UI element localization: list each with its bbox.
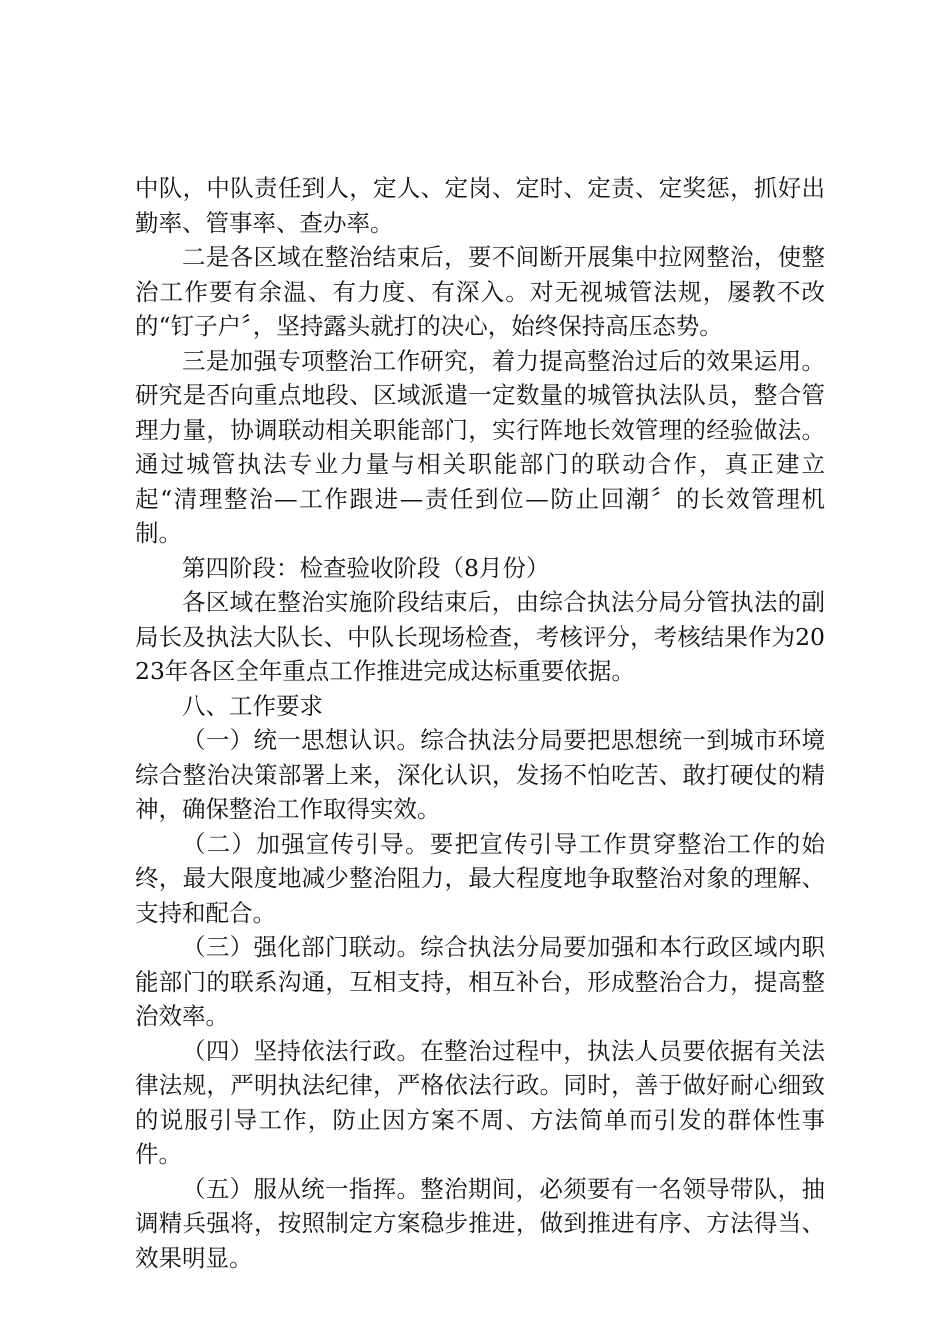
- paragraph-stage-four: 各区域在整治实施阶段结束后，由综合执法分局分管执法的副局长及执法大队长、中队长现场检查，考核评分，考核结果作为2023年各区全年重点工作推进完成达标重要依据。: [135, 588, 825, 685]
- requirement-three: （三）强化部门联动。综合执法分局要加强和本行政区域内职能部门的联系沟通，互相支持，相互补台，形成整治合力，提高整治效率。: [135, 933, 825, 1030]
- stage-four-heading: 第四阶段：检查验收阶段（8月份）: [182, 553, 550, 582]
- requirement-five: （五）服从统一指挥。整治期间，必须要有一名领导带队，抽调精兵强将，按照制定方案稳步推进，做到推进有序、方法得当、效果明显。: [135, 1174, 825, 1272]
- paragraph-continuation: 中队，中队责任到人，定人、定岗、定时、定责、定奖惩，抓好出勤率、管事率、查办率。: [135, 174, 825, 237]
- requirement-one: （一）统一思想认识。综合执法分局要把思想统一到城市环境综合整治决策部署上来，深化认识，发扬不怕吃苦、敢打硬仗的精神，确保整治工作取得实效。: [135, 726, 825, 823]
- requirement-two: （二）加强宣传引导。要把宣传引导工作贯穿整治工作的始终，最大限度地减少整治阻力，最大程度地争取整治对象的理解、支持和配合。: [135, 829, 825, 927]
- requirement-four: （四）坚持依法行政。在整治过程中，执法人员要依据有关法律法规，严明执法纪律，严格依法行政。同时，善于做好耐心细致的说服引导工作，防止因方案不周、方法简单而引发的群体性事件。: [135, 1036, 825, 1168]
- paragraph-point-three: 三是加强专项整治工作研究，着力提高整治过后的效果运用。研究是否向重点地段、区域派遣一定数量的城管执法队员，整合管理力量，协调联动相关职能部门，实行阵地长效管理的经验做法。通过城管执法专业力量与相关职能部门的联动合作，真正建立起“清理整治—工作跟进—责任到位—防止回潮〞的长效管理机制。: [135, 346, 825, 547]
- paragraph-point-two: 二是各区域在整治结束后，要不间断开展集中拉网整治，使整治工作要有余温、有力度、有深入。对无视城管法规，屡教不改的“钉子户〞，坚持露头就打的决心，始终保持高压态势。: [135, 243, 825, 340]
- document-body: [135, 171, 825, 1275]
- section-eight-heading: 八、工作要求: [182, 691, 323, 720]
